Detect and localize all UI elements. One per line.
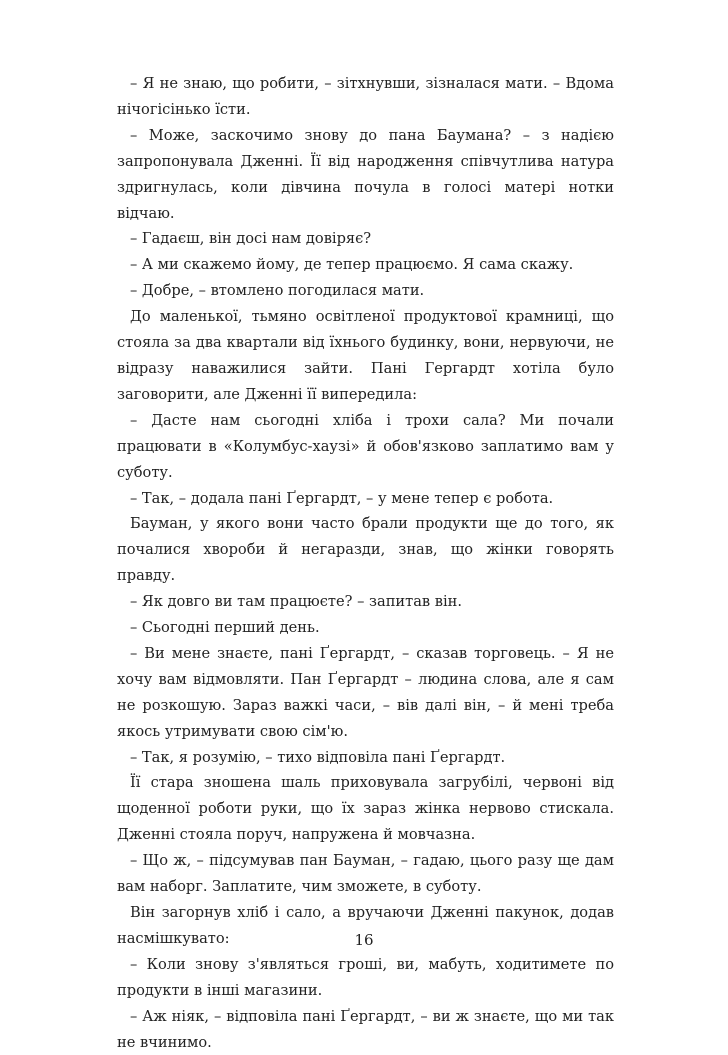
paragraph: – Так, – додала пані Ґергардт, – у мене тепер є робота. <box>130 489 554 507</box>
paragraph: – Так, я розумію, – тихо відповіла пані Ґергардт. <box>130 748 506 766</box>
paragraph: – Коли знову з'являться гроші, ви, мабуть, ходитимете по продукти в інші магазини. <box>117 955 614 999</box>
page-body <box>117 71 614 1055</box>
paragraph: – Сьогодні перший день. <box>130 619 320 637</box>
paragraph: – Аж ніяк, – відповіла пані Ґергардт, – ви ж знаєте, що ми так не вчинимо. <box>117 1007 614 1051</box>
paragraph: Він загорнув хліб і сало, а вручаючи Дженні пакунок, додав насмішкувато: <box>117 904 614 947</box>
paragraph: Її стара зношена шаль приховувала загрубілі, червоні від щоденної роботи руки, що їх зараз жінка нервово стискала. Дженні стояла поруч, напружена й мовчазна. <box>117 774 614 844</box>
paragraph: – А ми скажемо йому, де тепер працюємо. Я сама скажу. <box>130 256 574 274</box>
page-number: 16 <box>354 931 374 949</box>
paragraph: – Як довго ви там працюєте? – запитав він. <box>130 593 463 611</box>
paragraph: До маленької, тьмяно освітленої продуктової крамниці, що стояла за два квартали від їхнього будинку, вони, нервуючи, не відразу наважилися зайти. Пані Гергардт хотіла було заговорити, але Дженні її випередила: <box>117 308 614 403</box>
paragraph: – Дасте нам сьогодні хліба і трохи сала? Ми почали працювати в «Колумбус-хаузі» й обов'язково заплатимо вам у суботу. <box>117 411 614 481</box>
paragraph: – Я не знаю, що робити, – зітхнувши, зізналася мати. – Вдома нічогісінько їсти. <box>117 75 614 118</box>
paragraph: – Добре, – втомлено погодилася мати. <box>130 282 425 300</box>
paragraph: – Гадаєш, він досі нам довіряє? <box>130 230 372 248</box>
paragraph: – Ви мене знаєте, пані Ґергардт, – сказав торговець. – Я не хочу вам відмовляти. Пан Ґергардт – людина слова, але я сам не розкошую. Зараз важкі часи, – вів далі він, – й мені треба якось утримувати свою сім'ю. <box>117 644 614 740</box>
paragraph: – Що ж, – підсумував пан Бауман, – гадаю, цього разу ще дам вам наборг. Заплатите, чим зможете, в суботу. <box>117 852 614 896</box>
paragraph: Бауман, у якого вони часто брали продукти ще до того, як почалися хвороби й негаразди, знав, що жінки говорять правду. <box>117 515 614 585</box>
paragraph: – Може, заскочимо знову до пана Баумана? – з надією запропонувала Дженні. Її від народження співчутлива натура здригнулась, коли дівчина почула в голосі матері нотки відчаю. <box>117 126 614 222</box>
